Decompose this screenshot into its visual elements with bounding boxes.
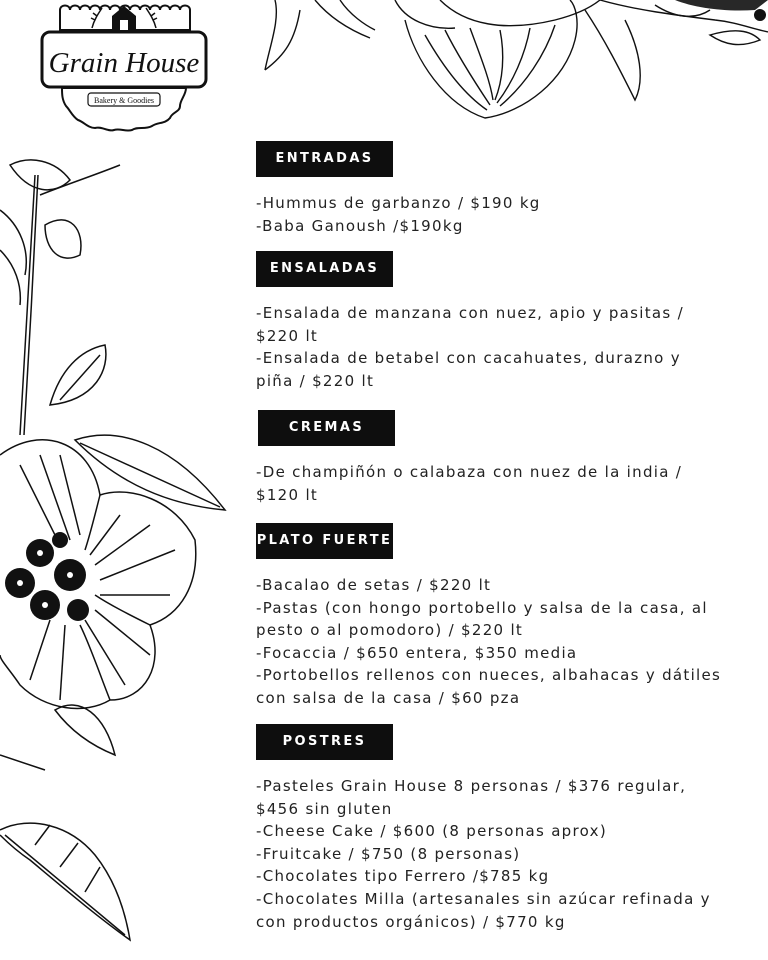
section-heading: ENSALADAS <box>256 251 393 287</box>
menu-item: $456 sin gluten <box>256 799 393 818</box>
item-list <box>256 302 684 392</box>
section-cremas <box>256 410 682 506</box>
menu-item: -Pasteles Grain House 8 personas / $376 regular, <box>256 777 687 795</box>
logo-name: Grain House <box>48 47 200 79</box>
item-list <box>256 574 721 710</box>
section-plato-fuerte <box>256 523 721 710</box>
logo-tagline: Bakery & Goodies <box>94 96 154 105</box>
menu-item: pesto o al pomodoro) / $220 lt <box>256 621 524 640</box>
menu-item: piña / $220 lt <box>256 371 375 390</box>
menu-item: -Portobellos rellenos con nueces, albahacas y dátiles <box>256 666 722 685</box>
section-heading: CREMAS <box>258 410 395 446</box>
section-postres <box>256 724 711 933</box>
menu-item: -De champiñón o calabaza con nuez de la india / <box>256 463 683 481</box>
menu-item: -Cheese Cake / $600 (8 personas aprox) <box>256 822 607 841</box>
section-heading: POSTRES <box>256 724 393 760</box>
left-flower-illustration <box>0 155 235 945</box>
section-heading: PLATO FUERTE <box>256 523 393 559</box>
menu-item: -Ensalada de betabel con cacahuates, durazno y <box>256 349 681 368</box>
menu-item: -Baba Ganoush /$190kg <box>256 216 464 235</box>
menu-item: -Hummus de garbanzo / $190 kg <box>256 194 541 212</box>
menu-item: -Bacalao de setas / $220 lt <box>256 576 492 594</box>
item-list <box>256 461 682 506</box>
menu-item: $120 lt <box>256 485 319 504</box>
menu-item: -Focaccia / $650 entera, $350 media <box>256 643 578 662</box>
section-entradas <box>256 141 541 237</box>
grain-house-logo <box>40 0 208 134</box>
item-list <box>256 192 541 237</box>
menu-item: -Chocolates Milla (artesanales sin azúcar refinada y <box>256 889 711 908</box>
menu-item: con salsa de la casa / $60 pza <box>256 688 521 707</box>
menu-item: con productos orgánicos) / $770 kg <box>256 912 566 931</box>
menu-item: -Fruitcake / $750 (8 personas) <box>256 844 521 863</box>
menu-item: $220 lt <box>256 326 319 345</box>
top-flower-illustration <box>255 0 768 125</box>
menu-item: -Pastas (con hongo portobello y salsa de la casa, al <box>256 598 708 617</box>
section-heading: ENTRADAS <box>256 141 393 177</box>
menu-item: -Ensalada de manzana con nuez, apio y pasitas / <box>256 304 684 322</box>
menu-item: -Chocolates tipo Ferrero /$785 kg <box>256 867 550 886</box>
item-list <box>256 775 711 933</box>
section-ensaladas <box>256 251 684 392</box>
